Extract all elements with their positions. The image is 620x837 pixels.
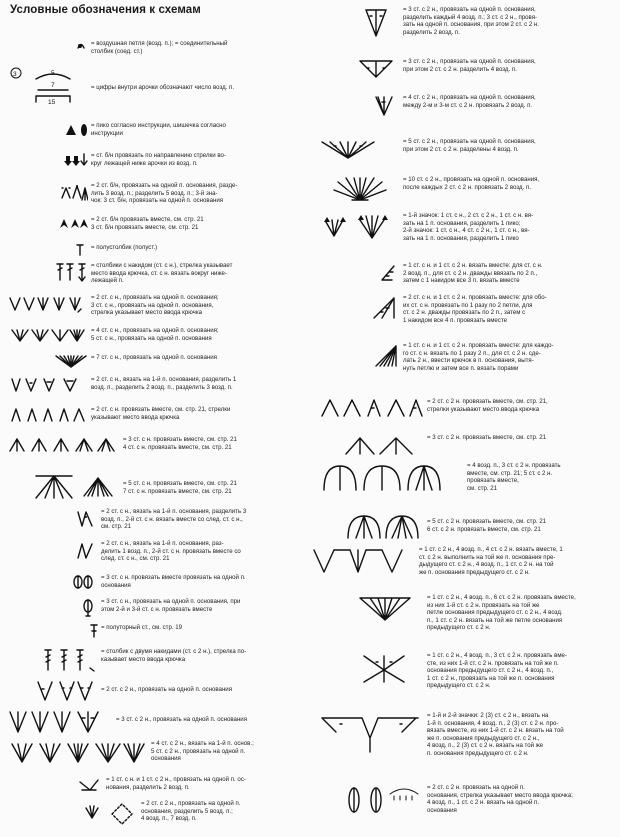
legend-row-l10 <box>8 327 219 343</box>
tr-lattice-symbol <box>312 546 416 576</box>
legend-row-l18 <box>8 574 246 590</box>
dc-2tog-symbol <box>8 406 88 424</box>
legend-text: = 5 ст. с 2 н. провязать вместе, см. стр. 21 6 ст. с 2 н. провязать вместе, см. стр. 21 <box>427 518 547 533</box>
legend-row-r2 <box>320 58 536 80</box>
sc-arrow-symbol <box>8 152 88 168</box>
legend-text: = 2 ст. с н., вязать на 1-й п. основания, разделить 3 возд. п., 2-й ст. с н. вязать вместе со след. ст. с н., см. стр. 21 <box>101 508 247 531</box>
page-title: Условные обозначения к схемам <box>10 4 201 16</box>
dc-3tog-symbol <box>8 436 120 454</box>
legend-text: = пико согласно инструкции, шишечка согласно инструкции <box>91 122 226 137</box>
legend-row-l16 <box>8 508 246 531</box>
legend-row-l4 <box>8 152 226 168</box>
legend-row-r9 <box>320 342 554 372</box>
legend-row-l1 <box>8 40 227 55</box>
arch-mark-3: 3 <box>13 71 17 78</box>
legend-text: = 2 ст. с 2 н., провязать на одной п. основания <box>101 686 233 693</box>
legend-row-l19 <box>8 598 240 618</box>
tr-5tog-symbol <box>320 512 424 542</box>
legend-text: = 1 ст. с 2 н., 4 возд. п., 6 ст. с 2 н. провязать вместе, из них 1-й ст. с 2 н. провязать на той же петле основания предыдущего ст. с 2 н., 4 возд. п., 1 ст. с 2 н. вязать на той же петле основания предыдущего ст. с 2 н. <box>427 594 576 632</box>
legend-text: = 3 ст. с 2 н., провязать на одной п. основания <box>116 716 248 723</box>
legend-text: = 1 ст. с н. и 1 ст. с 2 н. провязать вместе: для каждо- го ст. с н. вязать по 1 разу 2 п., для ст. с 2 н. сде- лать 2 н., ввести крючок в п. основания, вытя- нуть петлю и затем все п. вязать порами <box>403 342 554 372</box>
dc-zig-symbol <box>8 508 98 530</box>
legend-text: = 3 ст. с 2 н., провязать на одной п. основания, при этом 2 ст. с 2 н. разделить 4 возд. п. <box>403 58 536 73</box>
ext-dc-symbol <box>8 624 98 638</box>
legend-row-r13 <box>320 512 546 542</box>
dc-v-symbol <box>8 376 88 394</box>
legend-text: = 1 ст. с н. и 1 ст. с 2 н. вязать вместе: для ст. с н. 2 возд. п., для ст. с 2 н. дважды ввязать по 2 п., затем с 1 накидом все 3 п. вязать вместе <box>403 262 543 285</box>
tr-fan3-symbol <box>8 710 113 734</box>
legend-row-r11 <box>320 434 546 458</box>
tr-fan4-symbol <box>8 740 148 768</box>
legend-text: = 1 ст. с н. и 1 ст. с 2 н., провязать на одной п. ос- нования, разделить 2 возд. п. <box>106 776 246 791</box>
legend-text: = 4 ст. с 2 н., провязать на одной п. основания, между 2-м и 3-м ст. с 2 н. провязать 2 возд. п. <box>403 94 536 109</box>
dc-fan-symbol <box>8 294 88 314</box>
legend-text: = 3 ст. с н. провязать вместе провязать на одной п. основания <box>101 574 246 589</box>
legend-text: = 1 ст. с 2 н., 4 возд. п., 4 ст. с 2 н. вязать вместе, 1 ст. с 2 н. выполнить на той же п. основания пре- дыдущего ст. с 2 н., 4 возд. п., 1 ст. с 2 н. на той же п. основания предыдущего ст. с 2 н. <box>419 546 563 576</box>
legend-row-l24 <box>8 740 254 768</box>
legend-text: = 5 ст. с 2 н., провязать на одной п. основания, при этом 2 ст. с 2 н. разделены 4 возд. п. <box>403 138 536 153</box>
legend-row-l26 <box>8 800 241 828</box>
legend-row-l3 <box>8 122 226 137</box>
sc-group-symbol <box>8 182 88 206</box>
legend-text: = 2 ст. с н., вязать на 1-й п. основания, разделить 1 возд. п., разделить 2 возд. п., разделить 3 возд. п. <box>91 376 237 391</box>
picot-fan-symbol <box>320 212 400 242</box>
legend-text: = 10 ст. с 2 н., провязать на одной п. основания, после каждых 2 ст. с 2 н. провязать 2 возд. п. <box>403 176 540 191</box>
tr-oval-symbol <box>320 784 424 818</box>
legend-text: = воздушная петля (возд. п.); = соединительный столбик (соед. ст.) <box>91 40 228 55</box>
legend-text: = 2 ст. с 2 н. провязать на одной п. основания, стрелка указывает место ввода крючка; 4 возд. п., 1 ст. с 2 н. вязать на одной п. основания <box>427 784 573 814</box>
tr-fan3b-symbol <box>320 58 400 80</box>
dc-symbol <box>8 262 88 282</box>
legend-text: = 2 ст. с н., провязать на одной п. основания; 3 ст. с н., провязать на одной п. основания, стрелка указывает место ввода крючка <box>91 294 219 317</box>
tr-symbol <box>8 648 98 672</box>
tr-bow-symbol <box>320 652 424 686</box>
legend-row-r3 <box>320 94 536 118</box>
legend-text: = 1 ст. с 2 н., 4 возд. п., 3 ст. с 2 н. провязать вме- сте, из них 1-й ст. с 2 н. провязать на той же п. основания предыдущего ст. с 2 н., 4 возд. п., 1 ст. с 2 н., провязать на той же п. основания предыдущего ст. с 2 н. <box>427 652 567 690</box>
legend-row-l8 <box>8 262 232 285</box>
legend-text: = 2 ст. б/н провязать вместе, см. стр. 21 3 ст. б/н провязать вместе, см. стр. 21 <box>91 216 204 231</box>
tr-wide-bow-symbol <box>320 712 424 756</box>
tr-arch-tog-symbol <box>320 462 464 494</box>
legend-text: = полуторный ст., см. стр. 19 <box>101 624 183 631</box>
legend-row-l15 <box>8 474 237 500</box>
legend-text: = 2 ст. с н. провязать вместе, см. стр. 21, стрелки указывают место ввода крючка <box>91 406 231 421</box>
legend-row-r7 <box>320 262 543 285</box>
legend-text: = ст. б/н провязать по направлению стрелки во- круг лежащей ниже арочки из возд. п. <box>91 152 226 167</box>
tr-3tog-symbol <box>320 434 424 458</box>
dc-cluster2-symbol <box>8 598 98 618</box>
legend-text: = 2 ст. с н. и 1 ст. с 2 н. провязать вместе: для обо- их ст. с н. провязать по 1 разу по 2 петли, для ст. с 2 н. дважды провязать по 2 п., затем с 1 накидом все 4 п. провязать вместе <box>403 294 547 324</box>
picot-bobble-symbol <box>8 122 88 136</box>
legend-row-l23 <box>8 710 247 734</box>
legend-row-r16 <box>320 652 567 690</box>
legend-text: = 3 ст. с н. провязать вместе, см. стр. 21 4 ст. с н. провязать вместе, см. стр. 21 <box>123 436 237 451</box>
legend-text: = 7 ст. с н., провязать на одной п. основания <box>91 354 217 361</box>
hdc-symbol <box>8 244 88 256</box>
legend-text: = 5 ст. с н. провязать вместе, см. стр. 21 7 ст. с н. провязать вместе, см. стр. 21 <box>123 480 237 495</box>
dc-tr-tog3-symbol <box>320 342 400 372</box>
legend-text: = цифры внутри арочки обозначают число возд. п. <box>91 84 235 91</box>
legend-row-l6 <box>8 216 204 231</box>
legend-text: = 4 возд. п., 3 ст. с 2 н. провязать вместе, см. стр. 21; 5 ст. с 2 н. провязать вместе, см. стр. 21 <box>467 462 561 492</box>
dc-cluster-symbol <box>8 574 98 590</box>
legend-row-r1 <box>320 6 539 40</box>
tr-lattice6-symbol <box>320 594 424 624</box>
tr-arch-symbol <box>320 6 400 40</box>
legend-row-r14 <box>312 546 563 576</box>
legend-row-l21 <box>8 648 246 672</box>
legend-row-l14 <box>8 436 237 454</box>
dc-fan7-symbol <box>8 354 88 368</box>
legend-row-l9 <box>8 294 219 317</box>
legend-row-r8 <box>320 294 547 324</box>
legend-text: = 4 ст. с 2 н., вязать на 1-й п. основ.; 5 ст. с 2 н., провязать на одной п. основания <box>151 740 254 763</box>
tr-fan10-symbol <box>320 176 400 204</box>
legend-row-r4 <box>320 138 536 162</box>
legend-row-r12 <box>320 462 561 494</box>
dc-fan4-symbol <box>8 327 88 343</box>
dc-tr-tog-symbol <box>320 262 400 282</box>
legend-row-l7 <box>8 244 157 256</box>
legend-text: = 2 ст. с 2 н., провязать на одной п. основания, разделить 5 возд. п.; 4 возд. п., 7 возд. п. <box>141 800 241 823</box>
legend-text: = 4 ст. с н., провязать на одной п. основания; 5 ст. с н., провязать на одной п. основания <box>91 327 219 342</box>
legend-row-l13 <box>8 406 230 424</box>
legend-text: = столбики с накидом (ст. с н.), стрелка указывает место ввода крючка, ст. с н. вязать вокруг ниже- лежащей п. <box>91 262 233 285</box>
legend-row-r18 <box>320 784 573 818</box>
legend-row-l2 <box>8 66 234 110</box>
legend-row-r5 <box>320 176 539 204</box>
legend-row-l11 <box>8 354 217 368</box>
legend-text: = 2 ст. б/н, провязать на одной п. основания, разде- лить 3 возд. п.; разделить 5 возд. п.; 3-й зна- чок: 3 ст. б/н, провязать на одной п. основания <box>91 182 238 205</box>
legend-text: = 3 ст. с н., провязать на одной п. основания, при этом 2-й и 3-й ст. с н. провязать вместе <box>101 598 241 613</box>
tr-2tog-symbol <box>320 398 424 420</box>
legend-row-l20 <box>8 624 182 638</box>
legend-text: = полустолбик (полуст.) <box>91 244 158 251</box>
legend-text: = 1-й значок: 1 ст. с н., 2 ст. с 2 н., 1 ст. с н. вя- зать на 1 п. основания, разделить 1 пико; 2-й значок: 1 ст. с н., 4 ст. с 2 н., 1 ст. с н., вя- зать на 1 п. основания, разделить 1 пико <box>403 212 534 242</box>
legend-text: = 3 ст. с 2 н. провязать вместе, см. стр. 21 <box>427 434 547 441</box>
dc-5tog-symbol <box>8 474 120 500</box>
legend-row-r6 <box>320 212 533 242</box>
sc-dec-symbol <box>8 216 88 230</box>
legend-row-r17 <box>320 712 564 758</box>
chain-slipstitch-symbol <box>8 40 88 52</box>
tr-fan5-symbol <box>320 138 400 162</box>
legend-text: = 2 ст. с н., вязать на 1-й п. основания, раз- делить 1 возд. п., 2-й ст. с н. провязать вместе со след. ст. с н., см. стр. 21 <box>101 540 241 563</box>
legend-row-l25 <box>8 776 246 794</box>
legend-row-r15 <box>320 594 576 632</box>
legend-text: = 1-й и 2-й значки: 2 (3) ст. с 2 н., вязать на 1-й п. основания, 4 возд. п., 2 (3) ст. с 2 н. про- вязать вместе, из них 1-й ст. с 2 н. вязать на той же п. основания предыдущего ст. с 2 н., 4 возд. п., 2 (3) ст. с 2 н. вязать на той же п. основания предыдущего ст. с 2 н. <box>427 712 564 757</box>
tr-v-symbol <box>8 680 98 702</box>
legend-row-l5 <box>8 182 237 206</box>
dc-tr-tog2-symbol <box>320 294 400 322</box>
legend-text: = 2 ст. с 2 н. провязать вместе, см. стр. 21, стрелки указывают место ввода крючка <box>427 398 548 413</box>
arch-numbers-symbol <box>8 66 88 110</box>
arch-mark-7: 7 <box>51 82 55 89</box>
arch-mark-5: 5 <box>51 70 55 77</box>
legend-text: = 3 ст. с 2 н., провязать на одной п. основания, разделить каждый 4 возд. п.; 3 ст. с 2 н., провя- зать на одной п. основания, при этом 2 ст. с 2 н. разделить 2 возд. п. <box>403 6 539 36</box>
legend-row-r10 <box>320 398 548 420</box>
arch-mark-15: 15 <box>48 99 56 106</box>
tr-diamond-symbol <box>8 800 138 828</box>
legend-text: = столбик с двумя накидами (ст. с 2 н.), стрелка по- казывает место ввода крючка <box>101 648 247 663</box>
dc-tr-symbol <box>8 776 103 794</box>
legend-row-l12 <box>8 376 236 394</box>
legend-row-l22 <box>8 680 232 702</box>
legend-row-l17 <box>8 540 241 563</box>
dc-zig2-symbol <box>8 540 98 562</box>
tr-fan4b-symbol <box>320 94 400 118</box>
